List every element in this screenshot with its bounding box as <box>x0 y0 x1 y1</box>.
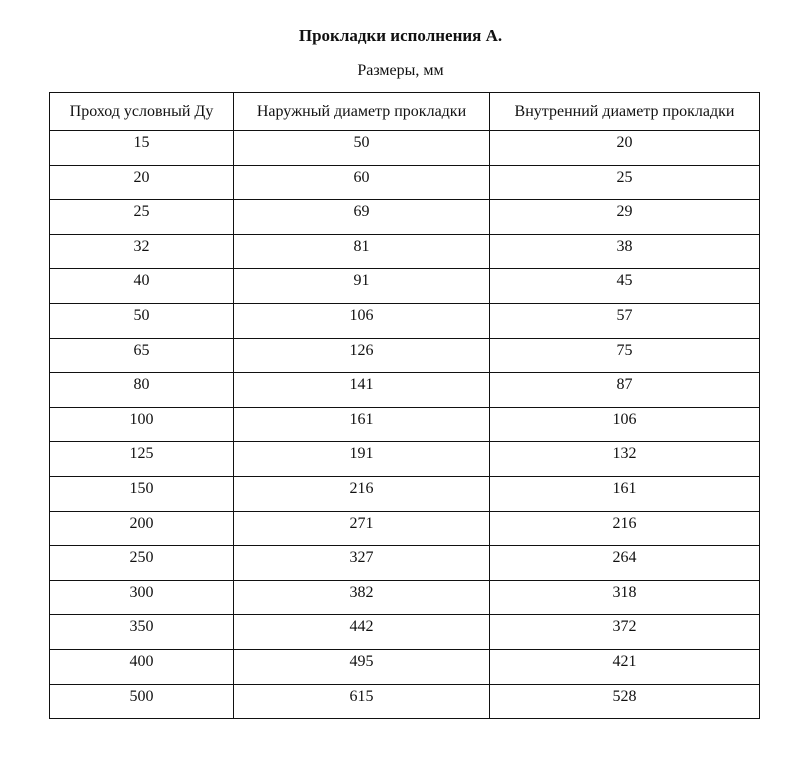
cell-outer-diameter: 141 <box>234 373 490 408</box>
table-row <box>50 649 760 684</box>
cell-outer-diameter: 81 <box>234 234 490 269</box>
cell-nominal-bore: 15 <box>50 131 234 166</box>
cell-outer-diameter: 327 <box>234 546 490 581</box>
table-row <box>50 442 760 477</box>
cell-inner-diameter: 45 <box>490 269 760 304</box>
table-row <box>50 165 760 200</box>
cell-outer-diameter: 495 <box>234 649 490 684</box>
cell-outer-diameter: 161 <box>234 407 490 442</box>
cell-inner-diameter: 216 <box>490 511 760 546</box>
table-row <box>50 684 760 719</box>
table-row <box>50 200 760 235</box>
table-row <box>50 234 760 269</box>
cell-outer-diameter: 271 <box>234 511 490 546</box>
cell-nominal-bore: 65 <box>50 338 234 373</box>
cell-inner-diameter: 38 <box>490 234 760 269</box>
cell-outer-diameter: 106 <box>234 303 490 338</box>
cell-nominal-bore: 250 <box>50 546 234 581</box>
cell-outer-diameter: 60 <box>234 165 490 200</box>
header-nominal-bore: Проход условный Ду <box>50 93 234 131</box>
cell-nominal-bore: 200 <box>50 511 234 546</box>
table-row <box>50 615 760 650</box>
table-row <box>50 303 760 338</box>
table-row <box>50 476 760 511</box>
cell-inner-diameter: 87 <box>490 373 760 408</box>
cell-nominal-bore: 25 <box>50 200 234 235</box>
table-row <box>50 373 760 408</box>
cell-nominal-bore: 100 <box>50 407 234 442</box>
cell-outer-diameter: 442 <box>234 615 490 650</box>
cell-nominal-bore: 300 <box>50 580 234 615</box>
cell-inner-diameter: 106 <box>490 407 760 442</box>
table-row <box>50 546 760 581</box>
cell-inner-diameter: 132 <box>490 442 760 477</box>
cell-nominal-bore: 32 <box>50 234 234 269</box>
cell-nominal-bore: 80 <box>50 373 234 408</box>
cell-inner-diameter: 421 <box>490 649 760 684</box>
header-row <box>50 93 760 131</box>
cell-outer-diameter: 382 <box>234 580 490 615</box>
cell-outer-diameter: 615 <box>234 684 490 719</box>
cell-outer-diameter: 91 <box>234 269 490 304</box>
cell-nominal-bore: 400 <box>50 649 234 684</box>
cell-nominal-bore: 40 <box>50 269 234 304</box>
cell-nominal-bore: 150 <box>50 476 234 511</box>
cell-nominal-bore: 50 <box>50 303 234 338</box>
cell-outer-diameter: 191 <box>234 442 490 477</box>
table-row <box>50 131 760 166</box>
cell-outer-diameter: 50 <box>234 131 490 166</box>
cell-inner-diameter: 161 <box>490 476 760 511</box>
header-outer-diameter: Наружный диаметр прокладки <box>234 93 490 131</box>
cell-nominal-bore: 20 <box>50 165 234 200</box>
cell-outer-diameter: 126 <box>234 338 490 373</box>
cell-outer-diameter: 69 <box>234 200 490 235</box>
table-row <box>50 338 760 373</box>
cell-inner-diameter: 318 <box>490 580 760 615</box>
cell-inner-diameter: 20 <box>490 131 760 166</box>
table-row <box>50 580 760 615</box>
units-caption: Размеры, мм <box>357 62 444 79</box>
table-row <box>50 511 760 546</box>
cell-inner-diameter: 372 <box>490 615 760 650</box>
cell-inner-diameter: 75 <box>490 338 760 373</box>
table-row <box>50 269 760 304</box>
cell-inner-diameter: 25 <box>490 165 760 200</box>
cell-nominal-bore: 350 <box>50 615 234 650</box>
cell-inner-diameter: 29 <box>490 200 760 235</box>
cell-inner-diameter: 57 <box>490 303 760 338</box>
cell-outer-diameter: 216 <box>234 476 490 511</box>
cell-inner-diameter: 528 <box>490 684 760 719</box>
gasket-dimensions-table <box>49 92 760 719</box>
header-inner-diameter: Внутренний диаметр прокладки <box>490 93 760 131</box>
cell-inner-diameter: 264 <box>490 546 760 581</box>
table-row <box>50 407 760 442</box>
document-title: Прокладки исполнения А. <box>298 26 503 45</box>
cell-nominal-bore: 125 <box>50 442 234 477</box>
cell-nominal-bore: 500 <box>50 684 234 719</box>
